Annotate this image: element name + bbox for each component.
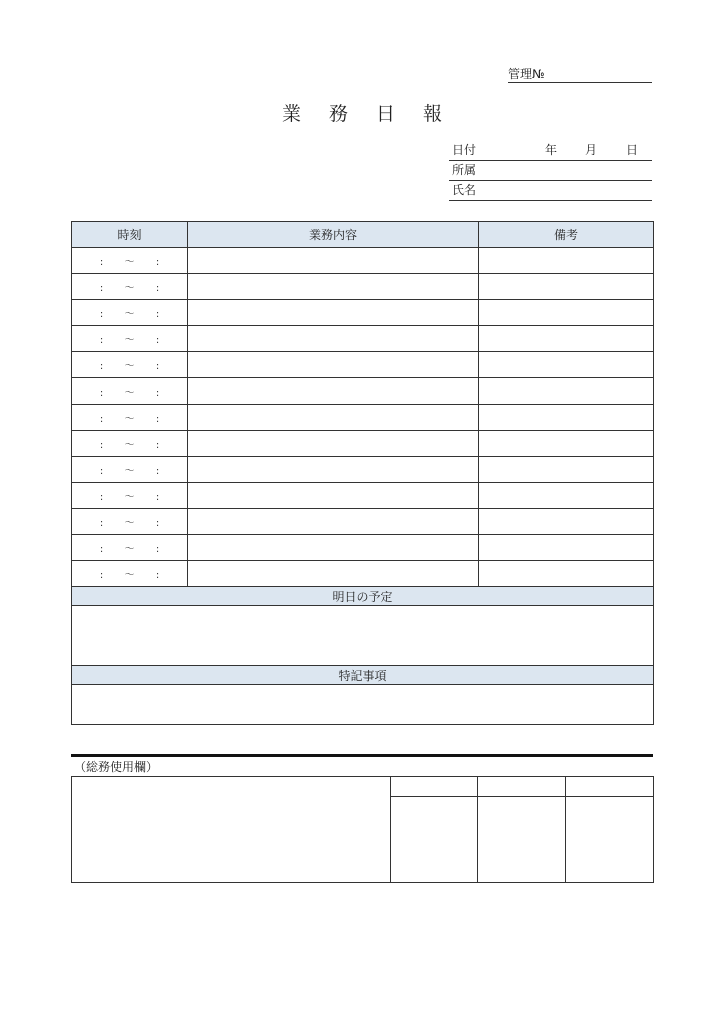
tilde: ～: [124, 465, 135, 477]
management-number-field[interactable]: [508, 66, 652, 83]
tilde: ～: [124, 309, 135, 321]
tilde: ～: [124, 361, 135, 373]
end-colon: :: [155, 361, 160, 373]
time-field[interactable]: [72, 378, 188, 404]
table-row: [72, 274, 654, 300]
remarks-field[interactable]: [479, 430, 654, 456]
title-char: 日: [376, 103, 396, 125]
start-colon: :: [99, 413, 104, 425]
year-label: 年: [545, 143, 558, 157]
start-colon: :: [99, 570, 104, 582]
end-colon: :: [155, 465, 160, 477]
end-colon: :: [155, 544, 160, 556]
start-colon: :: [99, 309, 104, 321]
end-colon: :: [155, 491, 160, 503]
start-colon: :: [99, 257, 104, 269]
admin-stamp-header[interactable]: [391, 777, 478, 797]
tilde: ～: [124, 570, 135, 582]
tilde: ～: [124, 257, 135, 269]
name-field[interactable]: [449, 180, 652, 201]
time-field[interactable]: [72, 300, 188, 326]
time-field[interactable]: [72, 561, 188, 587]
start-colon: :: [99, 544, 104, 556]
end-colon: :: [155, 335, 160, 347]
month-label: 月: [585, 143, 598, 157]
time-field[interactable]: [72, 482, 188, 508]
remarks-field[interactable]: [479, 508, 654, 534]
admin-stamp-header[interactable]: [566, 777, 654, 797]
divider: [71, 754, 653, 757]
table-row: [72, 482, 654, 508]
tomorrow-plan-header: 明日の予定: [72, 587, 654, 606]
time-field[interactable]: [72, 430, 188, 456]
table-row: [72, 248, 654, 274]
table-row: [72, 404, 654, 430]
admin-stamp-field[interactable]: [391, 797, 478, 883]
work-content-field[interactable]: [188, 508, 479, 534]
admin-table: [71, 776, 654, 883]
department-label: 所属: [452, 163, 477, 177]
table-row: [72, 535, 654, 561]
table-row: [72, 561, 654, 587]
table-header-row: [72, 222, 654, 248]
end-colon: :: [155, 309, 160, 321]
work-content-field[interactable]: [188, 352, 479, 378]
table-row: [72, 456, 654, 482]
admin-stamp-header[interactable]: [478, 777, 566, 797]
remarks-field[interactable]: [479, 248, 654, 274]
end-colon: :: [155, 439, 160, 451]
end-colon: :: [155, 570, 160, 582]
work-content-field[interactable]: [188, 430, 479, 456]
title-char: 業: [281, 103, 301, 125]
work-content-field[interactable]: [188, 378, 479, 404]
remarks-field[interactable]: [479, 456, 654, 482]
notes-header: 特記事項: [72, 666, 654, 685]
end-colon: :: [155, 283, 160, 295]
admin-stamp-field[interactable]: [478, 797, 566, 883]
start-colon: :: [99, 283, 104, 295]
table-row: [72, 352, 654, 378]
start-colon: :: [99, 491, 104, 503]
admin-section-label: （総務使用欄）: [74, 760, 159, 774]
start-colon: :: [99, 361, 104, 373]
tilde: ～: [124, 387, 135, 399]
day-label: 日: [626, 143, 639, 157]
tilde: ～: [124, 517, 135, 529]
work-content-field[interactable]: [188, 561, 479, 587]
department-field[interactable]: [449, 160, 652, 181]
work-content-field[interactable]: [188, 326, 479, 352]
work-content-field[interactable]: [188, 248, 479, 274]
admin-main-field[interactable]: [72, 777, 391, 883]
table-row: [72, 300, 654, 326]
start-colon: :: [99, 465, 104, 477]
work-content-field[interactable]: [188, 456, 479, 482]
management-number-label: 管理№: [508, 67, 545, 81]
tilde: ～: [124, 439, 135, 451]
work-content-field[interactable]: [188, 404, 479, 430]
start-colon: :: [99, 517, 104, 529]
work-content-field[interactable]: [188, 535, 479, 561]
tilde: ～: [124, 335, 135, 347]
work-content-field[interactable]: [188, 482, 479, 508]
work-content-field[interactable]: [188, 300, 479, 326]
time-field[interactable]: [72, 535, 188, 561]
time-field[interactable]: [72, 508, 188, 534]
remarks-field[interactable]: [479, 561, 654, 587]
remarks-field[interactable]: [479, 378, 654, 404]
time-field[interactable]: [72, 248, 188, 274]
column-header-time: 時刻: [72, 222, 188, 248]
remarks-field[interactable]: [479, 352, 654, 378]
end-colon: :: [155, 517, 160, 529]
page-title: [0, 99, 724, 126]
admin-stamp-field[interactable]: [566, 797, 654, 883]
tilde: ～: [124, 491, 135, 503]
table-row: [72, 378, 654, 404]
time-field[interactable]: [72, 456, 188, 482]
table-row: [72, 326, 654, 352]
end-colon: :: [155, 387, 160, 399]
remarks-field[interactable]: [479, 300, 654, 326]
start-colon: :: [99, 439, 104, 451]
notes-field[interactable]: [72, 685, 654, 725]
remarks-field[interactable]: [479, 535, 654, 561]
remarks-field[interactable]: [479, 326, 654, 352]
table-row: [72, 430, 654, 456]
title-char: 報: [423, 103, 443, 125]
start-colon: :: [99, 387, 104, 399]
end-colon: :: [155, 413, 160, 425]
time-field[interactable]: [72, 404, 188, 430]
end-colon: :: [155, 257, 160, 269]
date-label: 日付: [452, 143, 477, 157]
tomorrow-plan-field[interactable]: [72, 606, 654, 666]
start-colon: :: [99, 335, 104, 347]
title-char: 務: [328, 103, 348, 125]
tilde: ～: [124, 413, 135, 425]
date-field[interactable]: [449, 140, 652, 161]
time-field[interactable]: [72, 352, 188, 378]
name-label: 氏名: [452, 183, 477, 197]
time-field[interactable]: [72, 274, 188, 300]
remarks-field[interactable]: [479, 274, 654, 300]
remarks-field[interactable]: [479, 404, 654, 430]
work-content-field[interactable]: [188, 274, 479, 300]
column-header-work: 業務内容: [188, 222, 479, 248]
tilde: ～: [124, 283, 135, 295]
column-header-remarks: 備考: [479, 222, 654, 248]
work-log-table: [71, 221, 654, 725]
tilde: ～: [124, 544, 135, 556]
time-field[interactable]: [72, 326, 188, 352]
remarks-field[interactable]: [479, 482, 654, 508]
table-row: [72, 508, 654, 534]
